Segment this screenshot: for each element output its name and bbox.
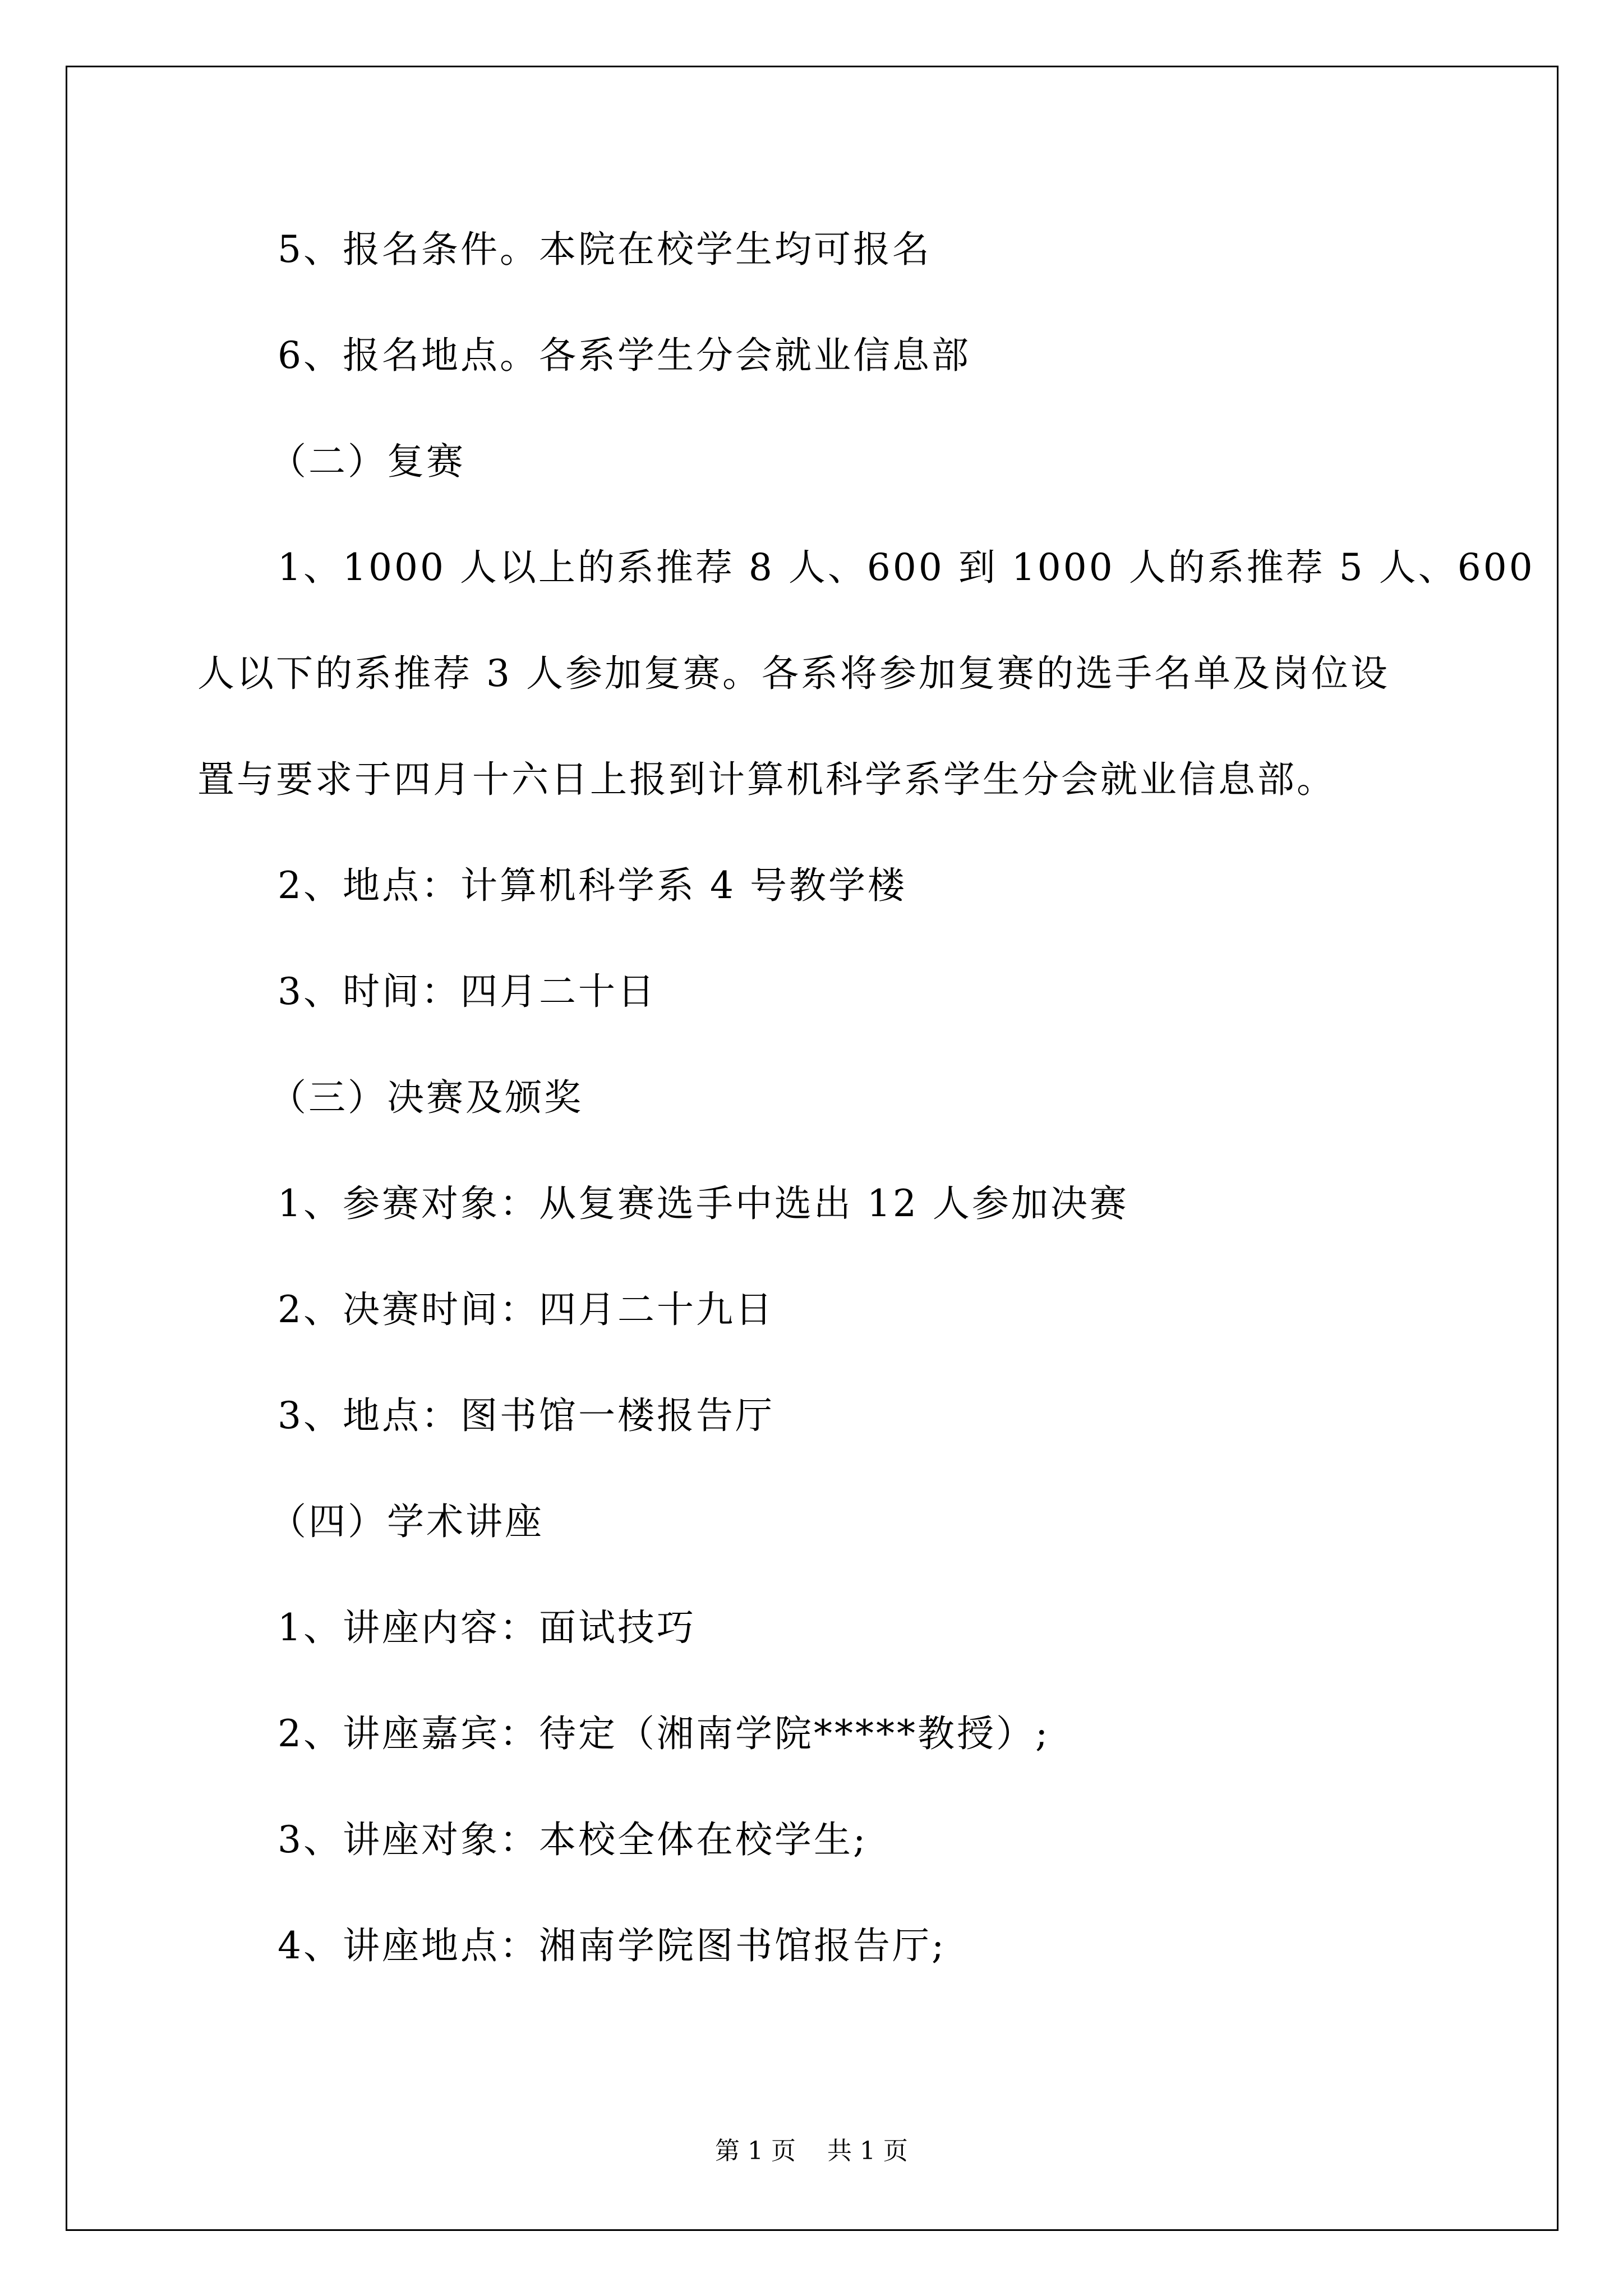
item-lecture-location: 4、讲座地点：湘南学院图书馆报告厅;	[278, 1924, 947, 1967]
section-heading-final: （三）决赛及颁奖	[269, 1076, 583, 1119]
page-border	[66, 66, 1559, 2231]
item-final-participants: 1、参赛对象：从复赛选手中选出 12 人参加决赛	[278, 1182, 1129, 1225]
item-registration-location: 6、报名地点。各系学生分会就业信息部	[278, 334, 971, 377]
item-final-location: 3、地点：图书馆一楼报告厅	[278, 1394, 774, 1437]
item-semifinal-quota: 1、1000 人以上的系推荐 8 人、600 到 1000 人的系推荐 5 人、600	[278, 546, 1535, 589]
item-registration-conditions: 5、报名条件。本院在校学生均可报名	[278, 228, 932, 271]
page-footer: 第 1 页 共 1 页	[715, 2137, 908, 2165]
item-semifinal-quota-cont-2: 置与要求于四月十六日上报到计算机科学系学生分会就业信息部。	[197, 758, 1336, 801]
section-heading-semifinal: （二）复赛	[269, 440, 465, 483]
item-semifinal-location: 2、地点：计算机科学系 4 号教学楼	[278, 864, 907, 907]
item-final-time: 2、决赛时间：四月二十九日	[278, 1288, 774, 1331]
item-semifinal-time: 3、时间：四月二十日	[278, 970, 657, 1013]
item-semifinal-quota-cont-1: 人以下的系推荐 3 人参加复赛。各系将参加复赛的选手名单及岗位设	[197, 652, 1390, 695]
item-lecture-audience: 3、讲座对象：本校全体在校学生;	[278, 1818, 868, 1861]
item-lecture-guest: 2、讲座嘉宾：待定（湘南学院*****教授）;	[278, 1712, 1050, 1755]
section-heading-lecture: （四）学术讲座	[269, 1500, 544, 1543]
item-lecture-content: 1、讲座内容：面试技巧	[278, 1606, 696, 1649]
